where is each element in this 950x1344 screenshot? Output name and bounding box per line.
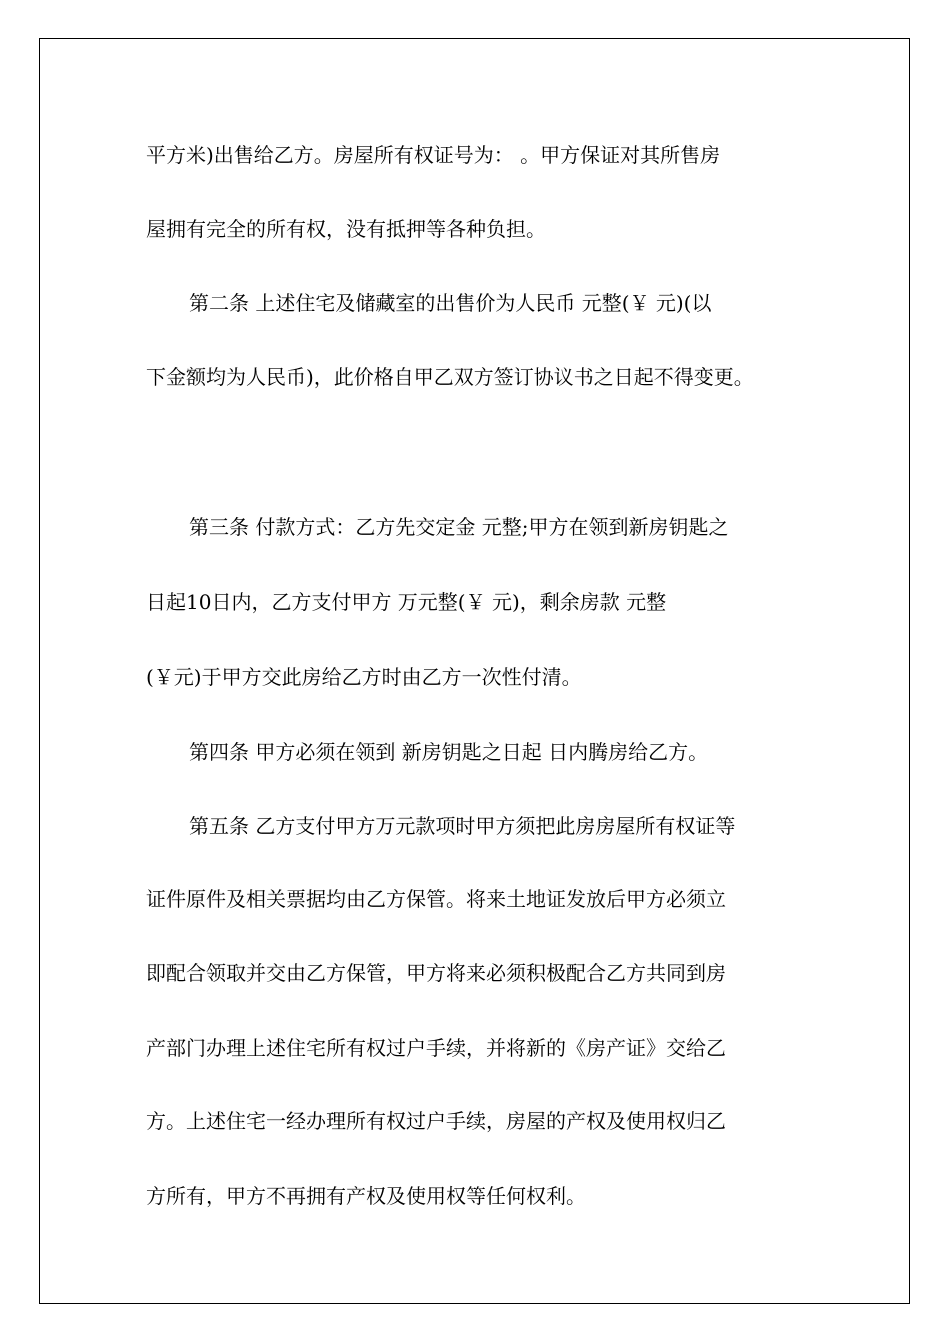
text-line: (￥元)于甲方交此房给乙方时由乙方一次性付清。 — [146, 665, 582, 689]
text-line: 平方米)出售给乙方。房屋所有权证号为： 。甲方保证对其所售房 — [146, 143, 721, 167]
article-5-text: 第五条 乙方支付甲方万元款项时甲方须把此房房屋所有权证等 — [189, 814, 736, 838]
text-line: 证件原件及相关票据均由乙方保管。将来土地证发放后甲方必须立 — [146, 887, 726, 911]
article-4-text: 第四条 甲方必须在领到 新房钥匙之日起 日内腾房给乙方。 — [189, 740, 709, 764]
text-line: 方所有，甲方不再拥有产权及使用权等任何权利。 — [146, 1184, 586, 1208]
text-line: 即配合领取并交由乙方保管，甲方将来必须积极配合乙方共同到房 — [146, 961, 726, 985]
text-line: 产部门办理上述住宅所有权过户手续，并将新的《房产证》交给乙 — [146, 1036, 726, 1060]
text-line: 屋拥有完全的所有权，没有抵押等各种负担。 — [146, 217, 546, 241]
text-line: 方。上述住宅一经办理所有权过户手续，房屋的产权及使用权归乙 — [146, 1109, 726, 1133]
text-line: 下金额均为人民币)，此价格自甲乙双方签订协议书之日起不得变更。 — [146, 365, 754, 389]
text-line: 日起10日内，乙方支付甲方 万元整(￥ 元)，剩余房款 元整 — [146, 590, 667, 614]
article-3-text: 第三条 付款方式：乙方先交定金 元整;甲方在领到新房钥匙之 — [189, 515, 729, 539]
article-2-text: 第二条 上述住宅及储藏室的出售价为人民币 元整(￥ 元)(以 — [189, 291, 712, 315]
